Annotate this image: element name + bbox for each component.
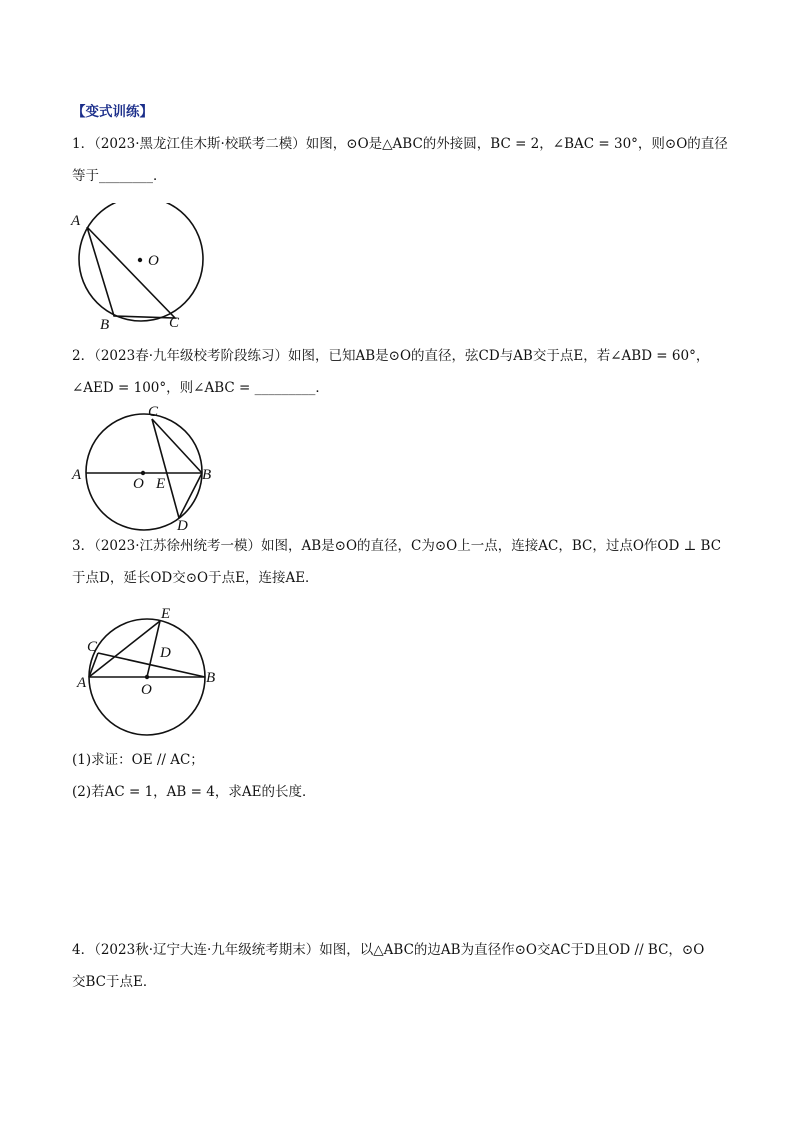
q2-figure [68, 400, 218, 532]
q3-label-o: O [141, 682, 152, 698]
q1-label-b: B [100, 317, 110, 333]
q1-figure [66, 203, 216, 333]
q3-label-e: E [161, 606, 171, 622]
q2-label-c: C [148, 404, 159, 420]
q3-label-b: B [206, 670, 216, 686]
q3-label-c: C [87, 639, 98, 655]
q3-label-d: D [160, 645, 171, 661]
q1-label-c: C [169, 315, 180, 331]
q4-text-line2: 交BC于点E． [72, 974, 157, 990]
q1-center-dot [138, 258, 142, 262]
q2-label-b: B [202, 467, 212, 483]
q2-label-a: A [72, 467, 82, 483]
q2-center-dot [141, 471, 145, 475]
q3-figure [74, 600, 224, 740]
q1-text-line1: 1．（2023·黑龙江佳木斯·校联考二模）如图，⊙O是△ABC的外接圆，BC = 2，∠BAC = 30°，则⊙O的直径 [72, 136, 728, 152]
q1-triangle [87, 227, 175, 318]
q2-text-line2: ∠AED = 100°，则∠ABC = _________． [72, 380, 329, 396]
q2-label-d: D [177, 518, 188, 532]
q2-line-bd [179, 473, 202, 518]
q3-part2: (2)若AC = 1，AB = 4，求AE的长度． [72, 784, 316, 800]
q3-label-a: A [77, 675, 87, 691]
q2-label-o: O [133, 476, 144, 492]
q2-text-line1: 2．（2023春·九年级校考阶段练习）如图，已知AB是⊙O的直径，弦CD与AB交于点E，若∠ABD = 60°， [72, 348, 710, 364]
q4-text-line1: 4．（2023秋·辽宁大连·九年级统考期末）如图，以△ABC的边AB为直径作⊙O交AC于D且OD // BC，⊙O [72, 942, 705, 958]
q1-label-a: A [71, 213, 81, 229]
q3-text-line1: 3．（2023·江苏徐州统考一模）如图，AB是⊙O的直径，C为⊙O上一点，连接AC，BC，过点O作OD ⊥ BC [72, 538, 722, 554]
q2-label-e: E [156, 476, 166, 492]
q3-center-dot [145, 675, 149, 679]
section-title: 【变式训练】 [72, 104, 153, 120]
q1-label-o: O [148, 253, 159, 269]
q3-text-line2: 于点D，延长OD交⊙O于点E，连接AE． [72, 570, 319, 586]
q3-part1: (1)求证：OE // AC； [72, 752, 204, 768]
q1-text-line2: 等于________． [72, 168, 167, 184]
